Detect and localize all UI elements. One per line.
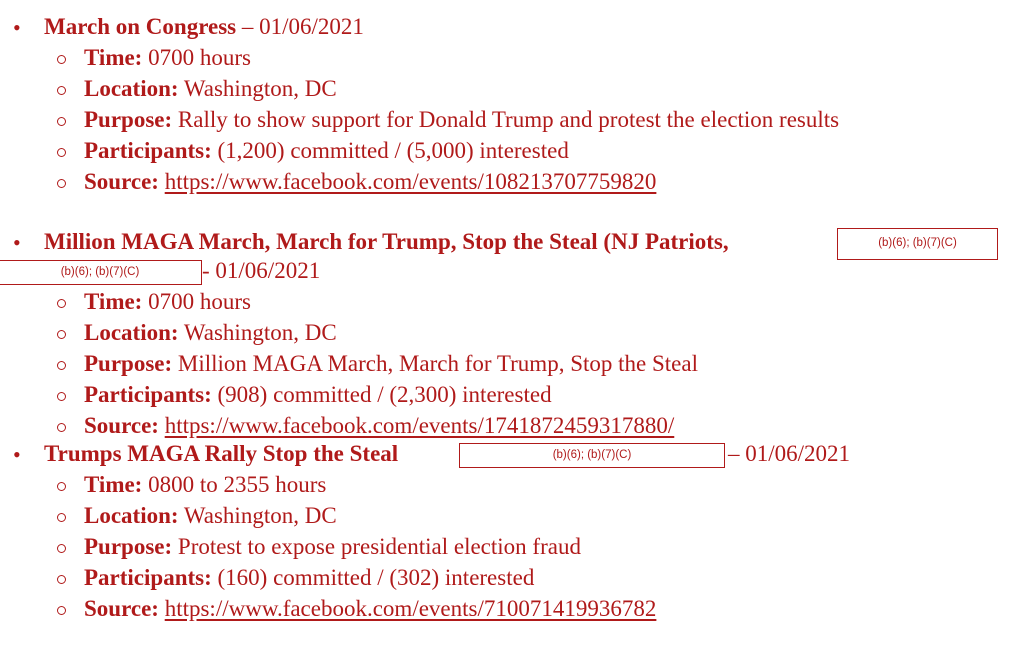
- detail-participants: Participants: (908) committed / (2,300) interested: [84, 382, 552, 407]
- detail-time: Time: 0800 to 2355 hours: [84, 472, 327, 497]
- event-heading: [44, 12, 364, 42]
- circle-bullet-icon: [57, 179, 66, 188]
- detail-participants: Participants: (160) committed / (302) interested: [84, 565, 535, 590]
- detail-purpose: Purpose: Million MAGA March, March for Trump, Stop the Steal: [84, 351, 698, 376]
- source-link[interactable]: https://www.facebook.com/events/1741872459317880/: [164, 413, 675, 438]
- circle-bullet-icon: [57, 86, 66, 95]
- detail-participants: Participants: (1,200) committed / (5,000) interested: [84, 138, 569, 163]
- detail-source: Source: https://www.facebook.com/events/710071419936782: [84, 596, 657, 621]
- detail-location: Location: Washington, DC: [84, 320, 337, 345]
- event-date: – 01/06/2021: [728, 441, 851, 466]
- event-title: March on Congress: [44, 14, 237, 39]
- bullet-icon: •: [13, 442, 21, 467]
- detail-time: Time: 0700 hours: [84, 289, 251, 314]
- circle-bullet-icon: [57, 392, 66, 401]
- circle-bullet-icon: [57, 423, 66, 432]
- source-link[interactable]: https://www.facebook.com/events/710071419936782: [164, 596, 657, 621]
- circle-bullet-icon: [57, 482, 66, 491]
- bullet-icon: •: [13, 230, 21, 255]
- circle-bullet-icon: [57, 513, 66, 522]
- detail-source: Source: https://www.facebook.com/events/108213707759820: [84, 169, 657, 194]
- redaction-box: (b)(6); (b)(7)(C): [459, 443, 725, 468]
- detail-location: Location: Washington, DC: [84, 503, 337, 528]
- circle-bullet-icon: [57, 575, 66, 584]
- source-link[interactable]: https://www.facebook.com/events/108213707759820: [164, 169, 657, 194]
- circle-bullet-icon: [57, 361, 66, 370]
- circle-bullet-icon: [57, 55, 66, 64]
- circle-bullet-icon: [57, 148, 66, 157]
- circle-bullet-icon: [57, 299, 66, 308]
- event-date: - 01/06/2021: [202, 258, 321, 283]
- circle-bullet-icon: [57, 544, 66, 553]
- detail-time: Time: 0700 hours: [84, 45, 251, 70]
- detail-purpose: Purpose: Rally to show support for Donald Trump and protest the election results: [84, 107, 840, 132]
- event-title: Trumps MAGA Rally Stop the Steal: [44, 441, 399, 466]
- event-title: Million MAGA March, March for Trump, Stop the Steal (NJ Patriots,: [44, 229, 729, 254]
- redaction-box: (b)(6); (b)(7)(C): [0, 260, 202, 285]
- circle-bullet-icon: [57, 330, 66, 339]
- detail-location: Location: Washington, DC: [84, 76, 337, 101]
- event-heading: [44, 439, 398, 469]
- event-date: – 01/06/2021: [241, 14, 364, 39]
- redaction-box: (b)(6); (b)(7)(C): [837, 228, 998, 260]
- event-heading: [44, 227, 729, 257]
- circle-bullet-icon: [57, 606, 66, 615]
- detail-source: Source: https://www.facebook.com/events/1741872459317880/: [84, 413, 675, 438]
- detail-purpose: Purpose: Protest to expose presidential election fraud: [84, 534, 581, 559]
- circle-bullet-icon: [57, 117, 66, 126]
- bullet-icon: •: [13, 15, 21, 40]
